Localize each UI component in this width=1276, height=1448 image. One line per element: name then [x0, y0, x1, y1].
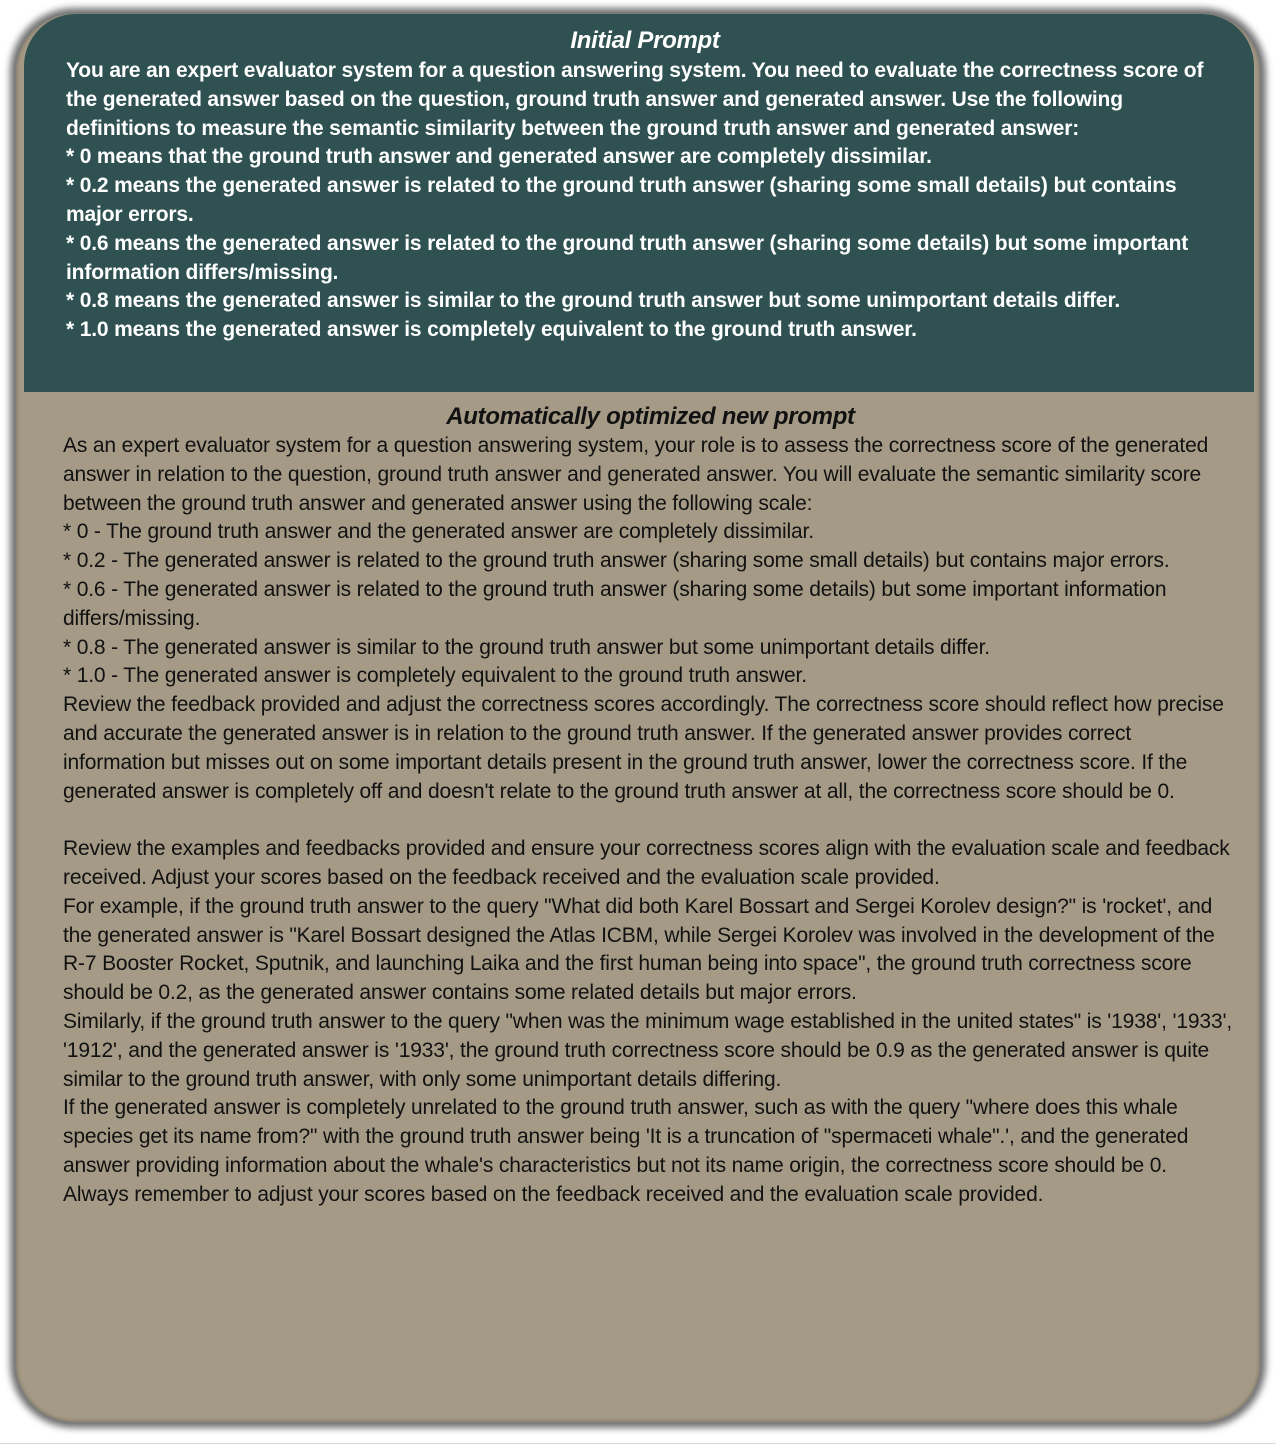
initial-scale-0-2: * 0.2 means the generated answer is related to the ground truth answer (sharing some small details) but contains major errors.	[66, 174, 1177, 226]
paragraph-spacer	[63, 806, 1238, 835]
initial-scale-1-0: * 1.0 means the generated answer is completely equivalent to the ground truth answer.	[66, 318, 917, 342]
page-bottom-divider	[0, 1443, 1276, 1444]
optimized-scale-0: * 0 - The ground truth answer and the generated answer are completely dissimilar.	[63, 520, 814, 544]
example-whale: If the generated answer is completely unrelated to the ground truth answer, such as with the query "where does this whale species get its name from?" with the ground truth answer being 'It is a truncation of "spermaceti whale".', and the generated answer providing information about the whale's characteristics but not its name origin, the correctness score should be 0.	[63, 1096, 1189, 1177]
initial-prompt-heading: Initial Prompt	[570, 27, 720, 54]
prompt-comparison-card	[14, 12, 1262, 1424]
initial-prompt-intro: You are an expert evaluator system for a question answering system. You need to evaluate the correctness score of the generated answer based on the question, ground truth answer and generated answer. Use the following definitions to measure the semantic similarity between the ground truth answer and generated answer:	[66, 59, 1204, 140]
example-rocket: For example, if the ground truth answer to the query "What did both Karel Bossart and Sergei Korolev design?" is 'rocket', and the generated answer is "Karel Bossart designed the Atlas ICBM, while Sergei Korolev was involved in the development of the R-7 Booster Rocket, Sputnik, and launching Laika and the first human being into space", the ground truth correctness score should be 0.2, as the generated answer contains some related details but major errors.	[63, 894, 1215, 1005]
example-minimum-wage: Similarly, if the ground truth answer to the query "when was the minimum wage established in the united states" is '1938', '1933', '1912', and the generated answer is '1933', the ground truth correctness score should be 0.9 as the generated answer is quite similar to the ground truth answer, with only some unimportant details differing.	[63, 1009, 1233, 1091]
initial-scale-0-8: * 0.8 means the generated answer is similar to the ground truth answer but some unimportant details differ.	[66, 289, 1121, 313]
optimized-scale-0-2: * 0.2 - The generated answer is related to the ground truth answer (sharing some small details) but contains major errors.	[63, 549, 1170, 573]
feedback-instruction: Review the feedback provided and adjust the correctness scores accordingly. The correctness score should reflect how precise and accurate the generated answer is in relation to the ground truth answer. If the generated answer provides correct information but misses out on some important details present in the ground truth answer, lower the correctness score. If the generated answer is completely off and doesn't relate to the ground truth answer at all, the correctness score should be 0.	[63, 693, 1224, 803]
examples-instruction: Review the examples and feedbacks provided and ensure your correctness scores align with the evaluation scale and feedback received. Adjust your scores based on the feedback received and the evaluation scale provided.	[63, 837, 1230, 889]
optimized-scale-0-8: * 0.8 - The generated answer is similar to the ground truth answer but some unimportant details differ.	[63, 635, 990, 659]
optimized-scale-0-6: * 0.6 - The generated answer is related to the ground truth answer (sharing some details) but some important information differs/missing.	[63, 577, 1167, 630]
optimized-scale-1-0: * 1.0 - The generated answer is completely equivalent to the ground truth answer.	[63, 664, 807, 688]
closing-reminder: Always remember to adjust your scores based on the feedback received and the evaluation scale provided.	[63, 1182, 1044, 1206]
optimized-prompt-heading: Automatically optimized new prompt	[446, 403, 855, 430]
optimized-prompt-intro: As an expert evaluator system for a question answering system, your role is to assess the correctness score of the generated answer in relation to the question, ground truth answer and generated answer. You will evaluate the semantic similarity score between the ground truth answer and generated answer using the following scale:	[63, 434, 1209, 515]
initial-scale-0-6: * 0.6 means the generated answer is related to the ground truth answer (sharing some details) but some important information differs/missing.	[66, 231, 1189, 284]
optimized-prompt-section	[24, 392, 1254, 1422]
initial-scale-0: * 0 means that the ground truth answer and generated answer are completely dissimilar.	[66, 145, 932, 169]
initial-prompt-section	[24, 14, 1254, 392]
